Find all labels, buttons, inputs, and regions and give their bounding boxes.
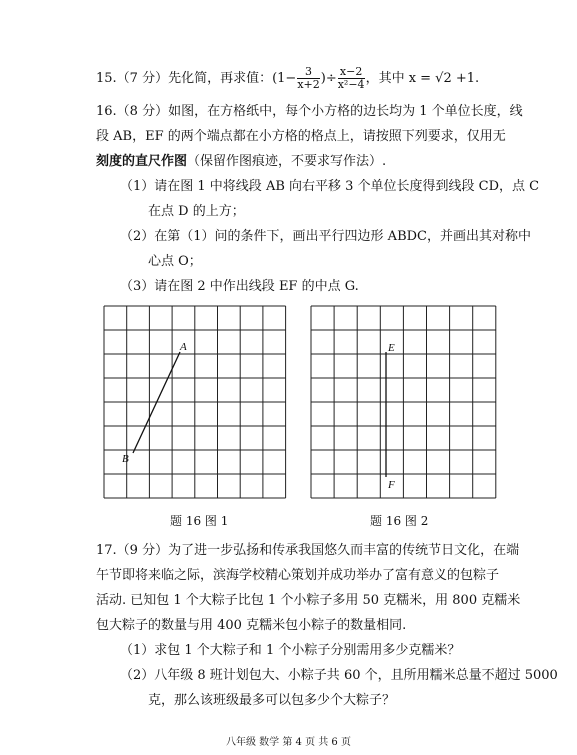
q17-line-4: 包大粽子的数量与用 400 克糯米包小粽子的数量相同. [96, 618, 407, 633]
figure-1-caption: 题 16 图 1 [170, 514, 229, 528]
q15-expr-close: )÷ [320, 71, 337, 86]
q16-line-2: 段 AB，EF 的两个端点都在小方格的格点上，请按照下列要求，仅用无 [96, 129, 506, 144]
q16-line-1: 16.（8 分）如图，在方格纸中，每个小方格的边长均为 1 个单位长度，线 [96, 104, 523, 119]
q15-head: 15.（7 分）先化简，再求值： [96, 71, 273, 86]
q15-line [96, 64, 479, 94]
q15-f2-denominator: x²−4 [337, 78, 365, 91]
figure-2-caption: 题 16 图 2 [370, 514, 429, 528]
q17-sub2-b: 克，那么该班级最多可以包多少个大粽子？ [148, 693, 396, 708]
q15-fraction-2 [338, 66, 365, 91]
q16-sub2-a: （2）在第（1）问的条件下，画出平行四边形 ABDC，并画出其对称中 [120, 229, 531, 244]
q17-line-1: 17.（9 分）为了进一步弘扬和传承我国悠久而丰富的传统节日文化，在端 [96, 543, 520, 558]
q16-line-3-rest: （保留作图痕迹，不要求写作法）. [187, 154, 387, 169]
page-footer: 八年级 数学 第 4 页 共 6 页 [226, 737, 351, 748]
point-b-label: B [122, 453, 129, 465]
q15-f2-numerator: x−2 [338, 66, 365, 79]
q16-sub3: （3）请在图 2 中作出线段 EF 的中点 G. [120, 279, 359, 294]
q16-line-3 [96, 153, 386, 171]
q17-sub1: （1）求包 1 个大粽子和 1 个小粽子分别需用多少克糯米？ [120, 643, 461, 658]
point-f-label: F [388, 479, 395, 491]
point-a-label: A [180, 341, 187, 353]
q17-line-2: 午节即将来临之际，滨海学校精心策划并成功举办了富有意义的包粽子 [96, 568, 500, 583]
q15-expr-open: (1− [272, 71, 297, 86]
q15-f1-numerator: 3 [297, 66, 319, 79]
q16-sub2-b: 心点 O； [148, 254, 202, 269]
q15-fraction-1 [297, 66, 319, 91]
figure-2-grid [310, 305, 498, 499]
q17-line-3: 活动. 已知包 1 个大粽子比包 1 个小粽子多用 50 克糯米，用 800 克糯米 [96, 593, 521, 608]
q15-f1-denominator: x+2 [297, 78, 320, 91]
q15-tail: ，其中 x = √2 +1. [365, 71, 480, 86]
figure-1-grid [103, 305, 287, 499]
q17-sub2-a: （2）八年级 8 班计划包大、小粽子共 60 个，且所用糯米总量不超过 5000 [120, 668, 558, 683]
point-e-label: E [388, 342, 395, 354]
q16-sub1-a: （1）请在图 1 中将线段 AB 向右平移 3 个单位长度得到线段 CD，点 C [120, 179, 540, 194]
q16-emphasis: 刻度的直尺作图 [96, 154, 188, 169]
q16-sub1-b: 在点 D 的上方； [148, 204, 245, 219]
